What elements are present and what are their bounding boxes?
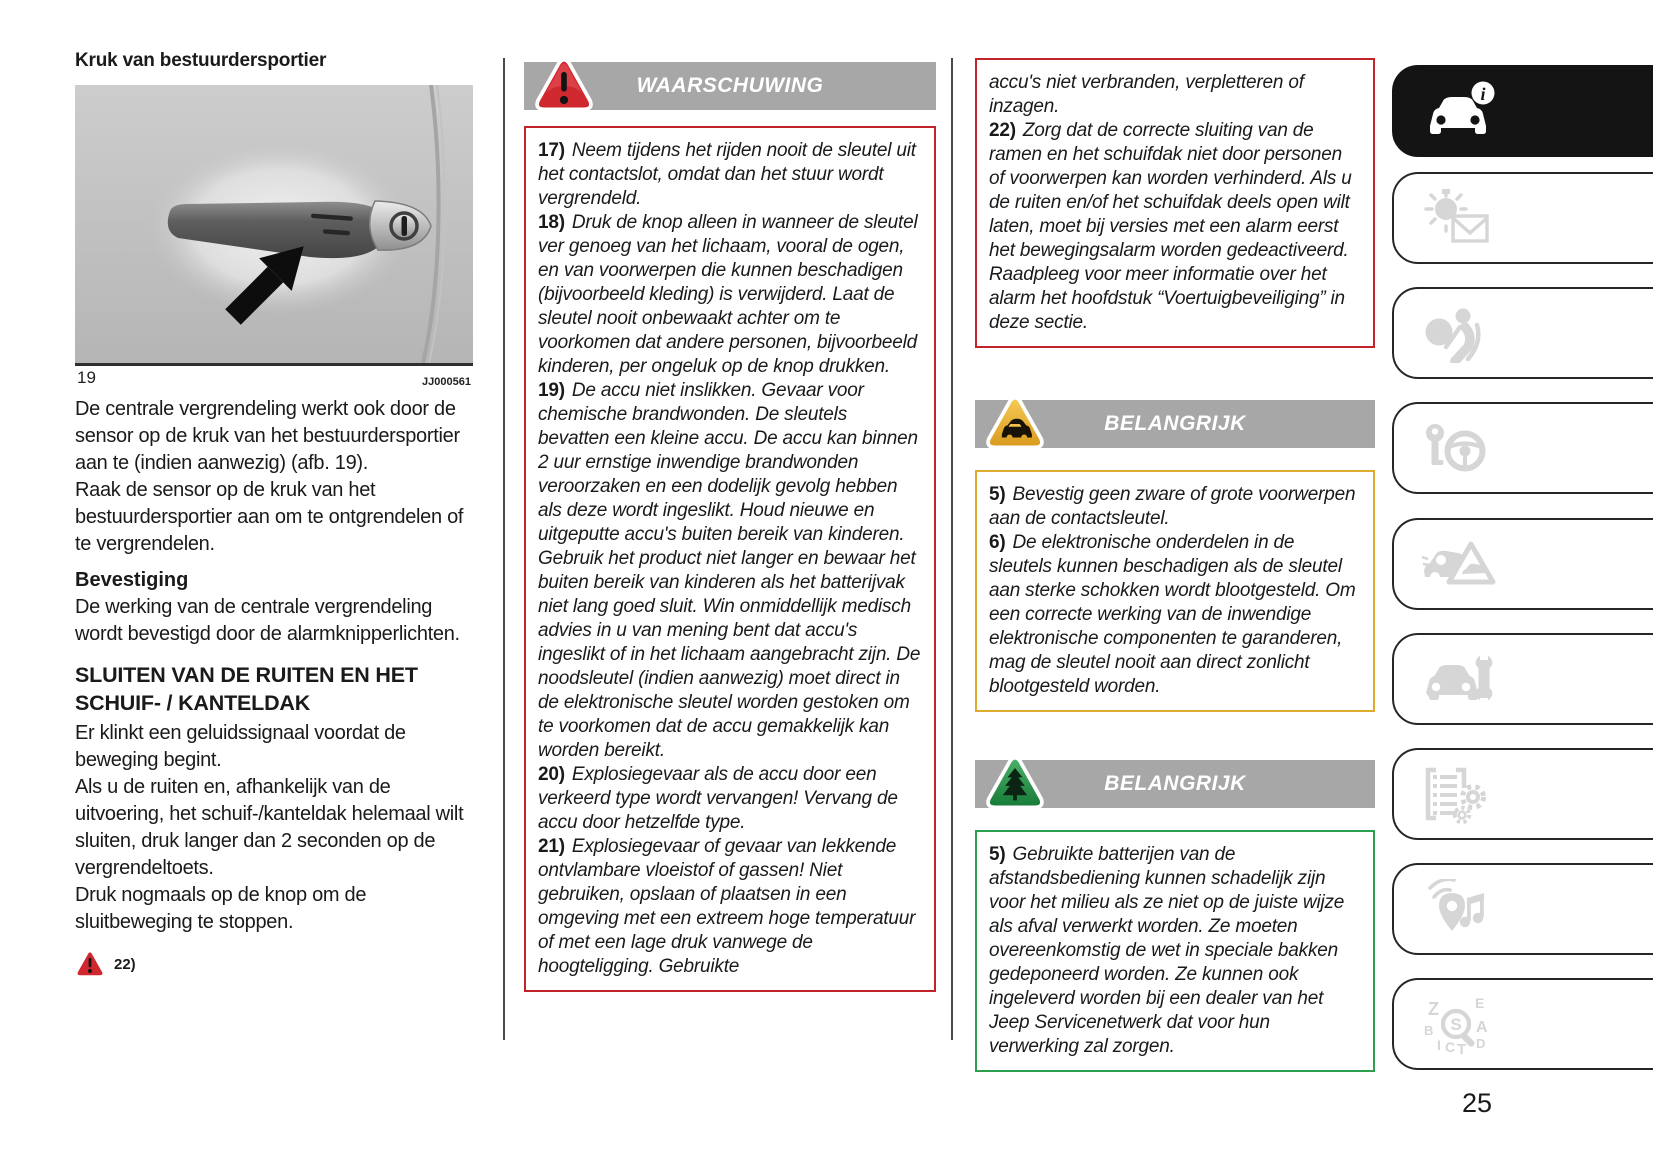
svg-text:I: I <box>1437 1037 1441 1053</box>
warning-footnote <box>75 950 473 978</box>
svg-text:i: i <box>1480 84 1486 104</box>
subsection-heading: Bevestiging <box>75 569 189 591</box>
column-divider <box>951 58 953 1040</box>
paragraph: Raak de sensor op de kruk van het bestuurdersportier aan om te ontgrendelen of te vergrendelen. <box>75 479 464 555</box>
sidebar-tab-safety[interactable] <box>1392 287 1653 379</box>
important-item: 5) Gebruikte batterijen van de afstandsbediening kunnen schadelijk zijn voor het milieu als ze niet op de juiste wijze als afval verwerkt worden. Ze moeten overeenkomstig de wet in speciale bakken gedeponeerd worden. Ze kunnen ook ingeleverd worden bij een dealer van het Jeep Servicenetwerk dat voor hun verwerking zal zorgen. <box>989 844 1345 1057</box>
warning-header-bar <box>524 62 936 110</box>
car-wrench-service-icon <box>1420 649 1496 709</box>
svg-text:S: S <box>1450 1015 1462 1034</box>
warning-item-continued: accu's niet verbranden, verpletteren of inzagen. <box>989 72 1304 117</box>
figure-caption <box>77 368 471 388</box>
door-handle-image <box>75 85 473 363</box>
caution-car-triangle-icon <box>985 394 1045 452</box>
index-search-letters-icon <box>1420 993 1490 1055</box>
page-number: 25 <box>1462 1088 1493 1118</box>
svg-text:C: C <box>1445 1039 1456 1055</box>
paragraph: Er klinkt een geluidssignaal voordat de beweging begint. <box>75 722 406 771</box>
footnote-reference: 22) <box>114 955 136 973</box>
paragraph: Druk nogmaals op de knop om de sluitbeweging te stoppen. <box>75 884 367 933</box>
important-item: 6) De elektronische onderdelen in de sleutels kunnen beschadigen als de sleutel aan sterke schokken wordt blootgesteld. Om een correcte werking van de inwendige elektronische componenten te garanderen, mag de sleutel nooit aan direct zonlicht blootgesteld worden. <box>989 532 1356 697</box>
sidebar-tab-emergency[interactable] <box>1392 518 1653 610</box>
warning-triangle-icon <box>75 950 105 978</box>
sidebar-tab-technical-data[interactable] <box>1392 748 1653 840</box>
important-title: BELANGRIJK <box>1104 412 1246 435</box>
svg-text:D: D <box>1476 1036 1486 1051</box>
warning-item: 18) Druk de knop alleen in wanneer de sleutel ver genoeg van het lichaam, vooral de ogen, en van voorwerpen die kunnen beschadigen (bijvoorbeeld kleding) is verwijderd. Laat de sleutel nooit onbewaakt achter om te voorkomen dat andere personen, bijvoorbeeld kinderen, per ongeluk op de knop drukken. <box>538 212 918 377</box>
sidebar-tab-multimedia[interactable] <box>1392 863 1653 955</box>
warning-item: 21) Explosiegevaar of gevaar van lekkende ontvlambare vloeistof of gassen! Niet gebruiken, opslaan of plaatsen in een omgeving met een extreem hoge temperatuur of met een lage druk vanwege de hoogteligging. Gebruikte <box>538 836 916 977</box>
sidebar-tab-vehicle-info[interactable] <box>1392 65 1653 157</box>
section-heading: SLUITEN VAN DE RUITEN EN HET SCHUIF- / KANTELDAK <box>75 663 418 715</box>
warning-item: 17) Neem tijdens het rijden nooit de sleutel uit het contactslot, omdat dan het stuur wordt vergrendeld. <box>538 140 916 209</box>
paragraph: Als u de ruiten en, afhankelijk van de uitvoering, het schuif-/kanteldak helemaal wilt sluiten, druk langer dan 2 seconden op de vergrendeltoets. <box>75 776 464 879</box>
left-column <box>75 50 473 978</box>
svg-text:T: T <box>1457 1041 1467 1055</box>
sidebar-tab-service[interactable] <box>1392 633 1653 725</box>
paragraph: De werking van de centrale vergrendeling wordt bevestigd door de alarmknipperlichten. <box>75 596 460 645</box>
important-column <box>975 58 1375 1058</box>
door-handle-figure <box>75 85 473 366</box>
warning-lights-messages-icon <box>1420 188 1492 248</box>
svg-text:E: E <box>1475 995 1485 1011</box>
multimedia-location-icon <box>1420 879 1490 939</box>
important-box-green <box>975 830 1375 1072</box>
airbag-safety-icon <box>1420 303 1490 363</box>
page-title: Kruk van bestuurdersportier <box>75 50 327 71</box>
warning-column <box>524 62 936 992</box>
warning-box-continued <box>975 58 1375 348</box>
sidebar-tab-index[interactable] <box>1392 978 1653 1070</box>
sidebar-tab-starting-driving[interactable] <box>1392 402 1653 494</box>
svg-text:Z: Z <box>1428 999 1439 1019</box>
figure-code: JJ000561 <box>422 376 471 388</box>
column-divider <box>503 58 505 1040</box>
paragraph: De centrale vergrendeling werkt ook door de sensor op de kruk van het bestuurdersportier aan te (indien aanwezig) (afb. 19). <box>75 398 460 474</box>
warning-box <box>524 126 936 992</box>
important-title: BELANGRIJK <box>1104 772 1246 795</box>
warning-item: 20) Explosiegevaar als de accu door een verkeerd type wordt vervangen! Vervang de accu door hetzelfde type. <box>538 764 898 833</box>
car-breakdown-triangle-icon <box>1420 534 1496 594</box>
svg-text:A: A <box>1476 1019 1488 1036</box>
specs-list-gears-icon <box>1420 764 1490 824</box>
important-header-bar-yellow <box>975 400 1375 448</box>
warning-item: 19) De accu niet inslikken. Gevaar voor chemische brandwonden. De sleutels bevatten een kleine accu. De accu kan binnen 2 uur ernstige inwendige brandwonden veroorzaken en een dodelijk gevolg hebben als deze wordt ingeslikt. Houd nieuwe en uitgeputte accu's buiten bereik van kinderen. Gebruik het product niet langer en bewaar het buiten bereik van kinderen als het batterijvak niet lang goed sluit. Win onmiddellijk medisch advies in u van mening bent dat accu's ingeslikt of in het lichaam aangebracht zijn. De noodsleutel (indien aanwezig) moet direct in de elektronische sleutel worden gestoken om te voorkomen dat de accu gemakkelijk kan worden bereikt. <box>538 380 921 761</box>
sidebar-tab-warning-lights[interactable] <box>1392 172 1653 264</box>
important-item: 5) Bevestig geen zware of grote voorwerpen aan de contactsleutel. <box>989 484 1356 529</box>
important-header-bar-green <box>975 760 1375 808</box>
key-steering-wheel-icon <box>1420 418 1490 478</box>
environment-tree-triangle-icon <box>985 754 1045 812</box>
car-info-icon <box>1420 80 1498 142</box>
warning-title: WAARSCHUWING <box>636 74 824 97</box>
warning-item: 22) Zorg dat de correcte sluiting van de ramen en het schuifdak niet door personen of voorwerpen kan worden verhinderd. Als u de ruiten en/of het schuifdak deels open wilt laten, moet bij versies met een alarm eerst het bewegingsalarm worden gedeactiveerd. Raadpleeg voor meer informatie over het alarm het hoofdstuk “Voertuigbeveiliging” in deze sectie. <box>989 120 1352 333</box>
important-box-yellow <box>975 470 1375 712</box>
warning-triangle-icon <box>534 56 594 114</box>
figure-number: 19 <box>77 368 96 387</box>
svg-text:B: B <box>1424 1023 1434 1038</box>
